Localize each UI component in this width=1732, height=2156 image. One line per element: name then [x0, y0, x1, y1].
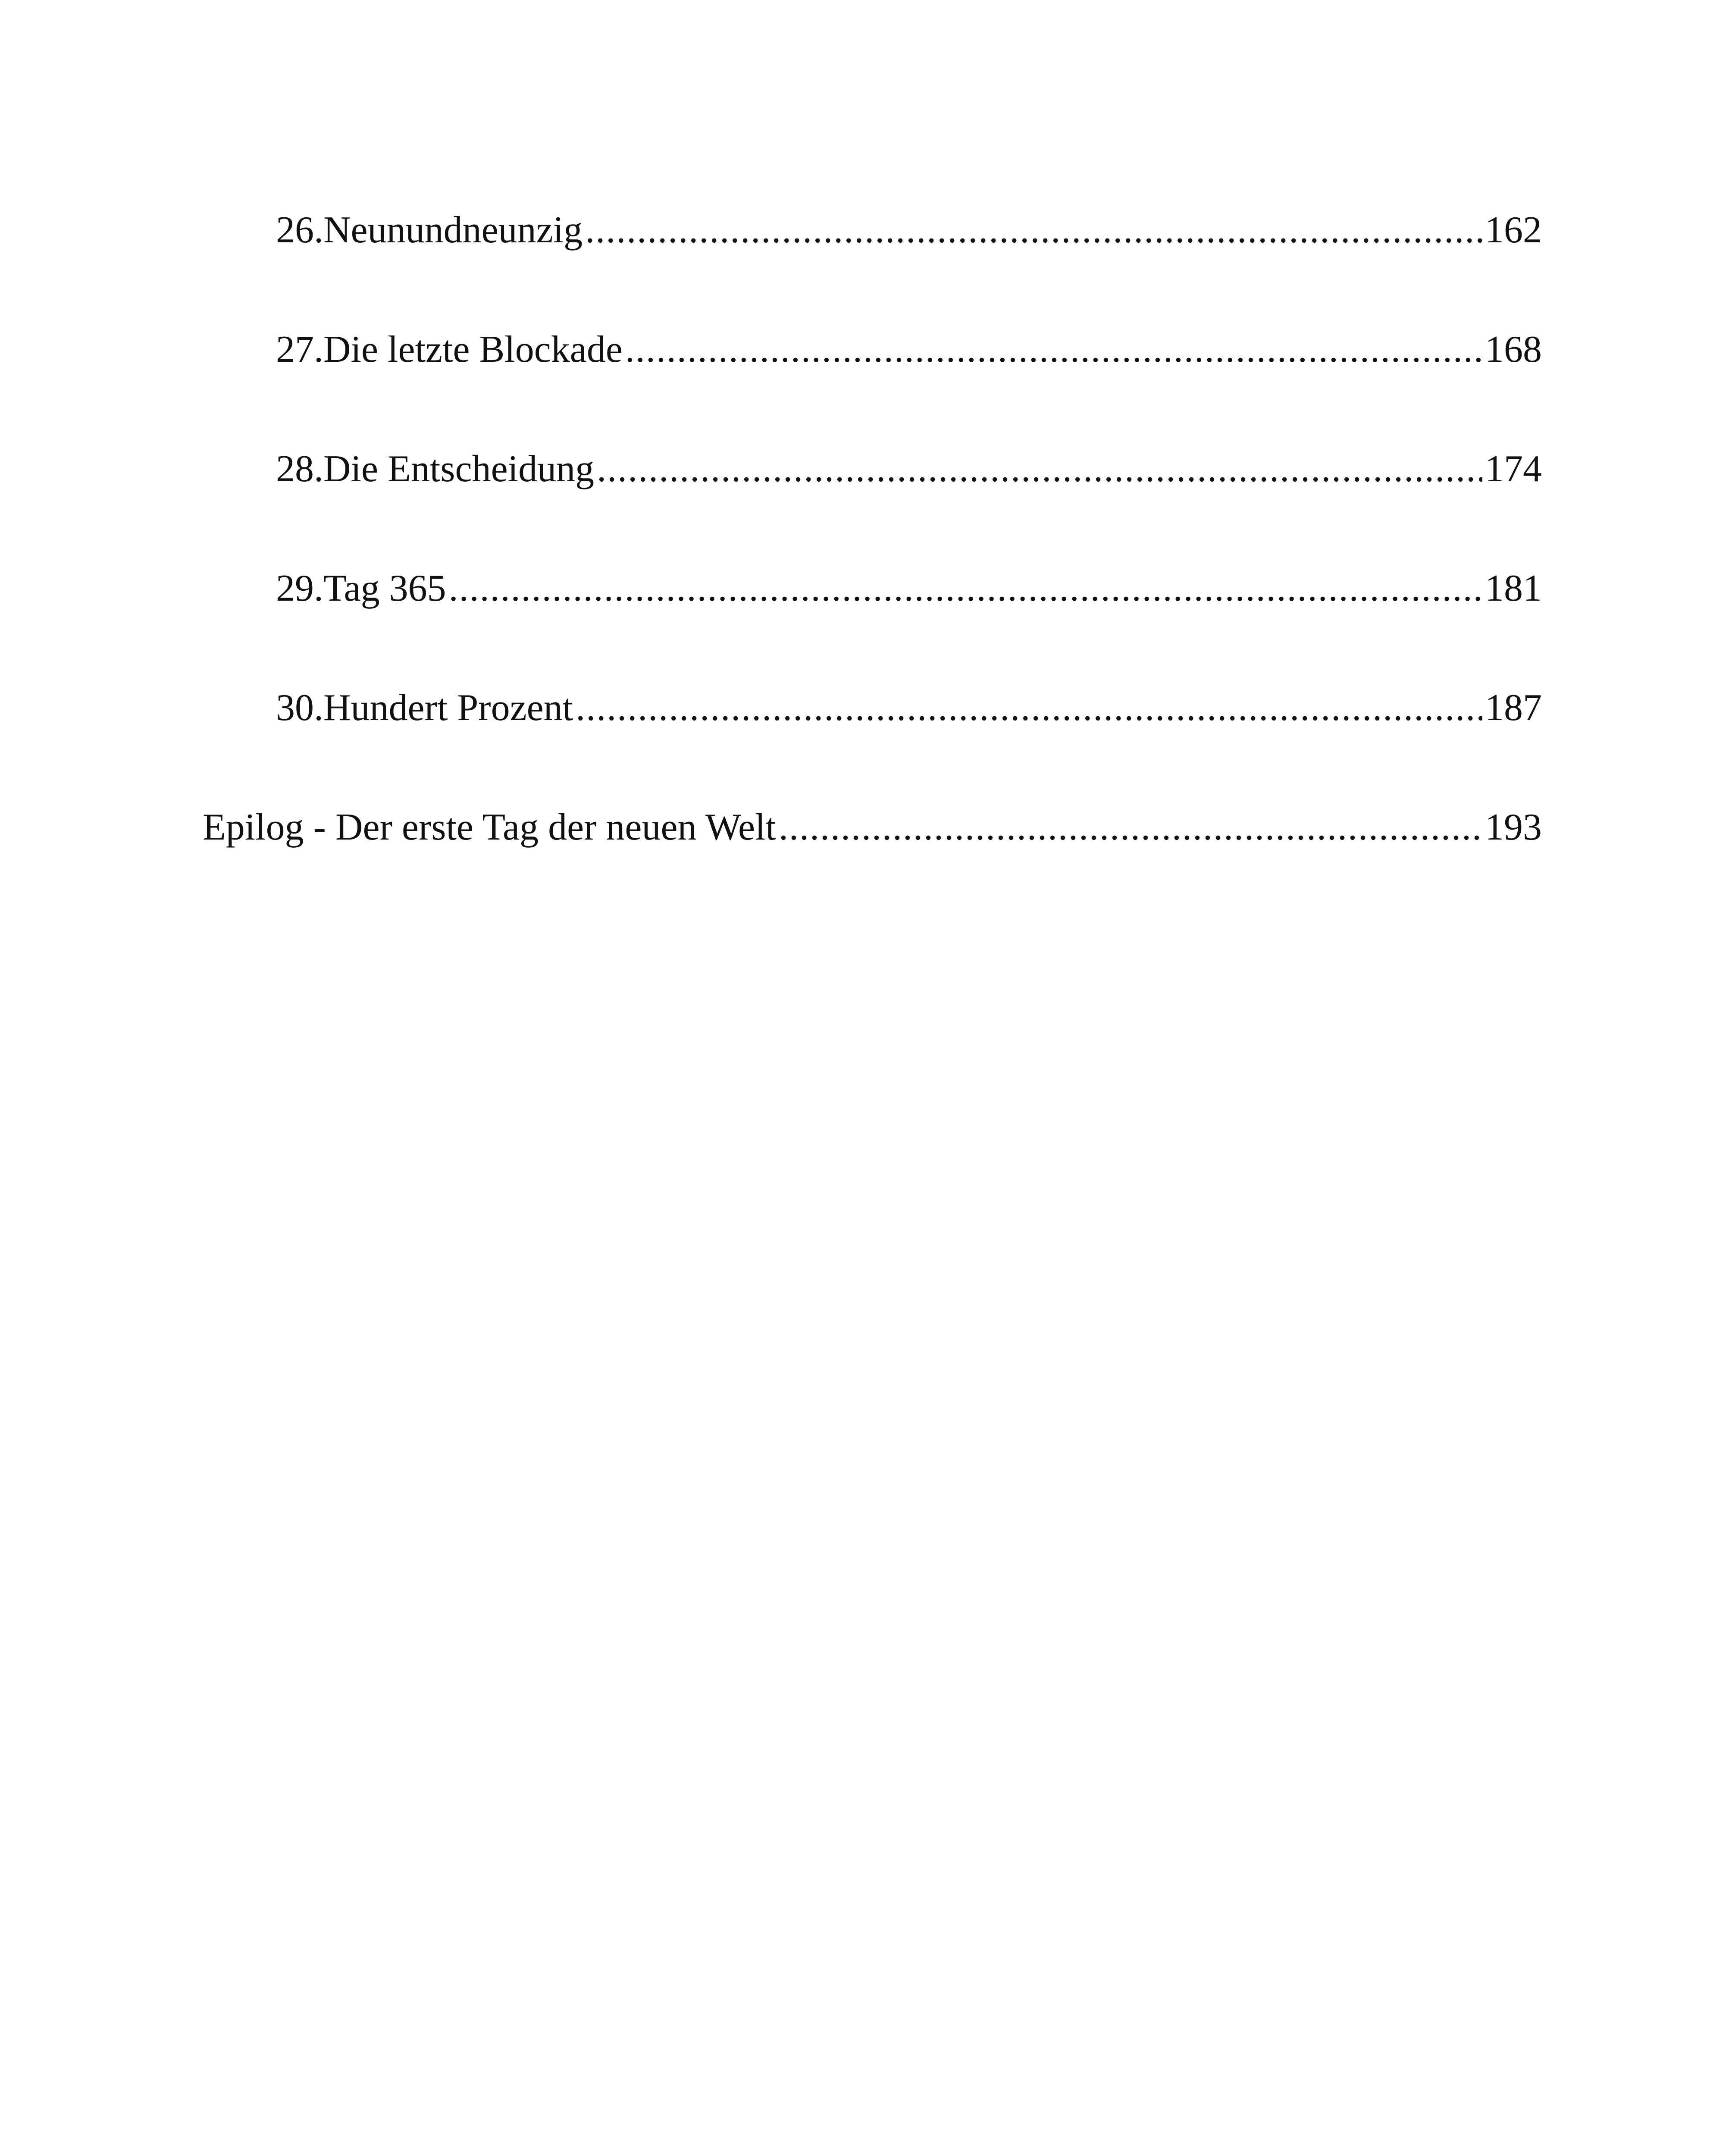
toc-dot-leader [576, 689, 1482, 727]
toc-dot-leader [779, 808, 1482, 846]
toc-entry-title: 27.Die letzte Blockade [276, 329, 623, 370]
toc-page-number: 162 [1485, 209, 1542, 251]
toc-entry-title: 28.Die Entscheidung [276, 448, 595, 490]
toc-entry-title: 30.Hundert Prozent [276, 687, 573, 729]
toc-dot-leader [585, 211, 1482, 249]
toc-entry-chapter-28[interactable] [276, 450, 1542, 488]
toc-entry-title: 26.Neunundneunzig [276, 209, 583, 251]
toc-dot-leader [597, 450, 1482, 488]
toc-dot-leader [625, 331, 1482, 369]
toc-page-number: 187 [1485, 687, 1542, 729]
toc-page-number: 168 [1485, 329, 1542, 370]
toc-entry-title: Epilog - Der erste Tag der neuen Welt [203, 806, 776, 848]
toc-page-number: 174 [1485, 448, 1542, 490]
toc-entry-chapter-29[interactable] [276, 567, 1542, 609]
toc-entry-chapter-26[interactable] [276, 211, 1542, 249]
toc-page-number: 193 [1485, 806, 1542, 848]
toc-entry-chapter-27[interactable] [276, 331, 1542, 369]
toc-dot-leader [449, 570, 1482, 608]
toc-entry-chapter-30[interactable] [276, 689, 1542, 727]
toc-page-number: 181 [1485, 567, 1542, 609]
toc-entry-epilog[interactable] [203, 808, 1542, 846]
toc-entry-title: 29.Tag 365 [276, 567, 446, 609]
